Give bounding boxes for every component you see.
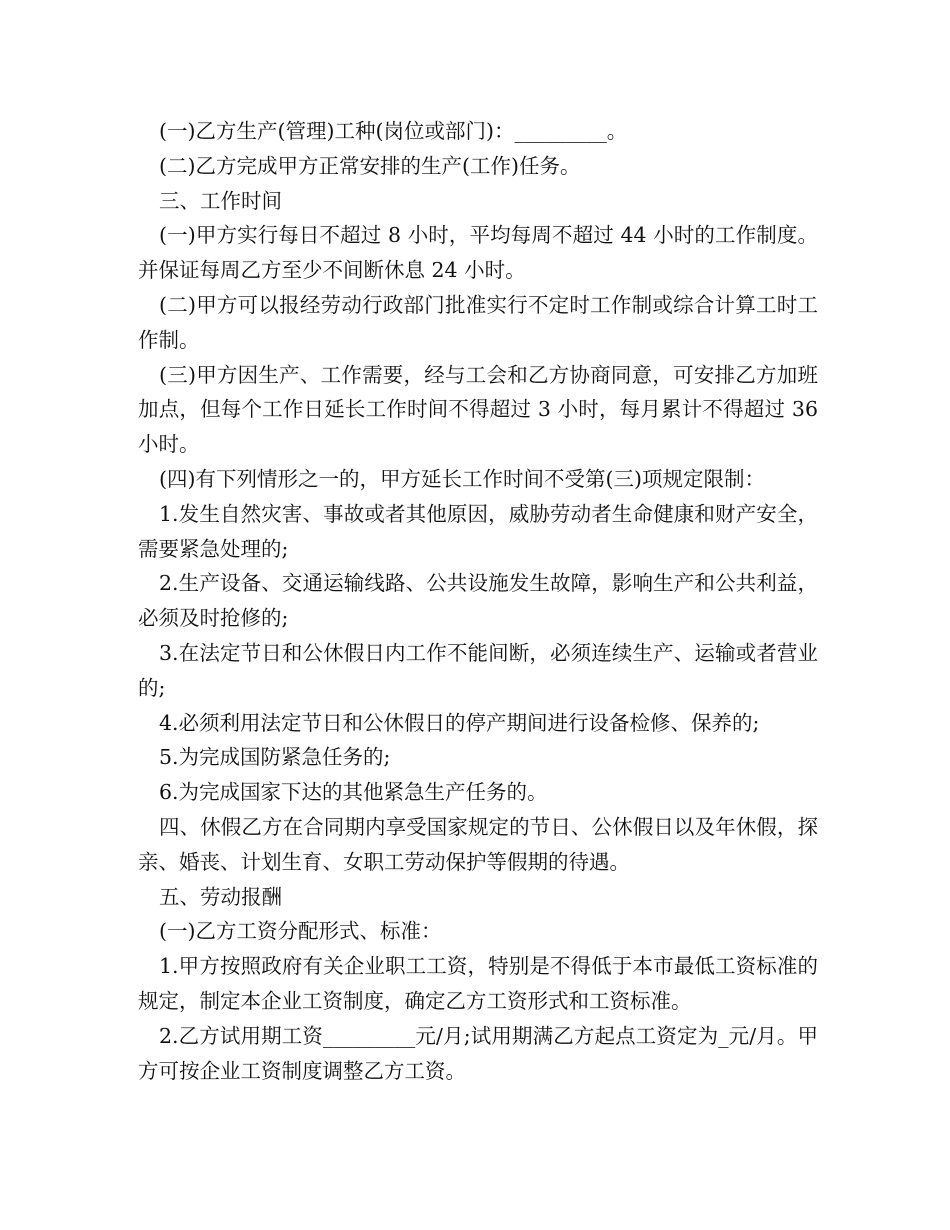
paragraph-overtime: (三)甲方因生产、工作需要，经与工会和乙方协商同意，可安排乙方加班加点，但每个工作日延长工作时间不得超过 3 小时，每月累计不得超过 36 小时。 [138, 362, 825, 457]
list-item-exception-6: 6.为完成国家下达的其他紧急生产任务的。 [159, 780, 548, 805]
paragraph-job-type: (一)乙方生产(管理)工种(岗位或部门)：_________。 [159, 119, 628, 143]
paragraph-overtime-exceptions: (四)有下列情形之一的，甲方延长工作时间不受第(三)项规定限制： [159, 466, 765, 491]
list-item-exception-2: 2.生产设备、交通运输线路、公共设施发生故障，影响生产和公共利益，必须及时抢修的; [138, 571, 818, 631]
list-item-wage-1: 1.甲方按照政府有关企业职工工资，特别是不得低于本市最低工资标准的规定，制定本企业工资制度，确定乙方工资形式和工资标准。 [138, 954, 818, 1013]
section-heading-vacation: 四、休假乙方在合同期内享受国家规定的节日、公休假日以及年休假，探亲、婚丧、计划生育、女职工劳动保护等假期的待遇。 [138, 814, 818, 874]
paragraph-work-hours: (一)甲方实行每日不超过 8 小时，平均每周不超过 44 小时的工作制度。并保证每周乙方至少不间断休息 24 小时。 [138, 223, 818, 283]
paragraph-task: (二)乙方完成甲方正常安排的生产(工作)任务。 [159, 153, 581, 178]
document-page [138, 114, 825, 1088]
list-item-exception-3: 3.在法定节日和公休假日内工作不能间断，必须连续生产、运输或者营业的; [138, 640, 818, 700]
list-item-exception-1: 1.发生自然灾害、事故或者其他原因，威胁劳动者生命健康和财产安全，需要紧急处理的; [138, 501, 818, 561]
paragraph-wage-form: (一)乙方工资分配形式、标准： [159, 919, 442, 944]
list-item-exception-5: 5.为完成国防紧急任务的; [159, 745, 391, 770]
list-item-exception-4: 4.必须利用法定节日和公休假日的停产期间进行设备检修、保养的; [159, 710, 760, 735]
paragraph-flexible-hours: (二)甲方可以报经劳动行政部门批准实行不定时工作制或综合计算工时工作制。 [138, 292, 818, 352]
section-heading-work-time: 三、工作时间 [159, 188, 282, 213]
list-item-wage-2: 2.乙方试用期工资_________元/月;试用期满乙方起点工资定为_元/月。甲方可按企业工资制度调整乙方工资。 [138, 1023, 818, 1083]
section-heading-remuneration: 五、劳动报酬 [159, 884, 282, 909]
